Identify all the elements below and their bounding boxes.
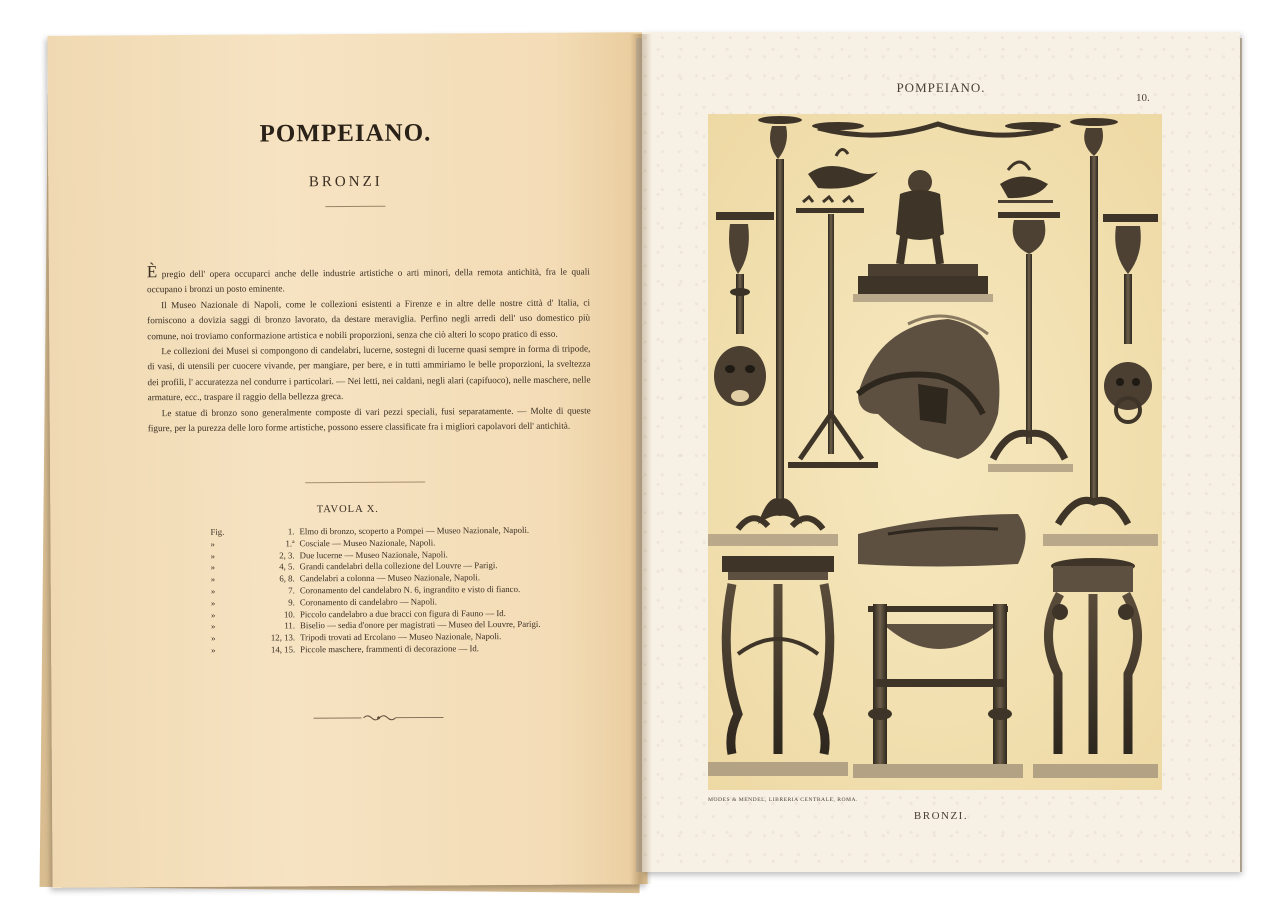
- figure-number: 11.: [284, 620, 296, 631]
- bronze-plate-illustration: [708, 114, 1162, 790]
- candelabrum-8: [1058, 118, 1128, 524]
- figure-caption: Biselio — sedia d'onore per magistrati — Museo del Louvre, Parigi.: [299, 619, 541, 631]
- figure-list-item: [211, 643, 541, 657]
- figure-mark: »: [210, 621, 216, 632]
- plate-number: 10.: [1136, 92, 1150, 104]
- figure-mark: »: [211, 632, 216, 644]
- figure-caption: Coronamento del candelabro N. 6, ingrandito e visto di fianco.: [299, 583, 521, 596]
- base-bottom-center: [853, 764, 1023, 778]
- figure-caption: Elmo di bronzo, scoperto a Pompei — Museo Nazionale, Napoli.: [299, 524, 530, 537]
- intro-paragraph-2: Il Museo Nazionale di Napoli, come le collezioni esistenti a Firenze e in altre delle nostre città d' Italia, ci forniscono a dovizia saggi di bronzo lavorato, da destare meraviglia. Perfino negli arredi dell' uso domestico più comune, noi troviamo conformazione artistica e nobili proporzioni, senza che ciò alteri lo scopo pratico di esso.: [147, 297, 591, 341]
- figure-mark: »: [211, 644, 216, 655]
- figure-number: 7.: [288, 585, 295, 596]
- figure-number: 4, 5.: [279, 561, 295, 572]
- lamp-3: [998, 162, 1053, 203]
- figure-caption: Cosciale — Museo Nazionale, Napoli.: [299, 537, 436, 549]
- candelabrum-crown-7: [716, 212, 774, 334]
- bisellium-11: [868, 604, 1012, 764]
- intro-paragraph-3: Le collezioni dei Musei si compongono di candelabri, lucerne, sostegni di lucerne quasi sempre in forma di tripode, di vasi, di utensili per cuocere vivande, per mangiare, per bere, e in tutti ammiriamo le belle proporzioni, la sveltezza dei profili, l' accuratezza nel condurre i particolari. — Nei letti, nei caldani, negli alari (capifuoco), nelle maschere, nelle armature, ecc., traspare il raggio della bellezza greca.: [147, 343, 591, 403]
- figure-number: 1.: [287, 526, 295, 537]
- page-subtitle: BRONZI: [308, 173, 383, 191]
- base-bottom-left: [708, 762, 848, 776]
- tripod-12: [722, 556, 834, 754]
- lamp-2: [808, 149, 878, 188]
- figure-number: 14, 15.: [270, 644, 296, 655]
- helmet-1: [858, 316, 999, 459]
- figure-list: [210, 525, 541, 657]
- figure-caption: Grandi candelabri della collezione del Louvre — Parigi.: [299, 560, 498, 572]
- book-spine: [630, 34, 652, 884]
- figure-number: 12, 13.: [270, 632, 296, 643]
- base-bottom-right: [1033, 764, 1158, 778]
- candelabrum-5: [988, 212, 1073, 472]
- tripod-13: [1048, 558, 1137, 754]
- figure-caption: Due lucerne — Museo Nazionale, Napoli.: [299, 548, 448, 560]
- intro-text: [146, 262, 591, 437]
- plate-header: POMPEIANO.: [896, 80, 986, 95]
- publisher-credit: MODES & MENDEL, LIBRERIA CENTRALE, ROMA.: [708, 797, 858, 803]
- figure-number: 6, 8.: [279, 573, 295, 584]
- tavola-divider: [305, 482, 425, 484]
- figure-mark: »: [210, 609, 216, 620]
- figure-number: 10.: [283, 608, 295, 619]
- figure-number: 1.ª: [285, 538, 295, 549]
- mask-14: [714, 346, 766, 406]
- figure-mark: »: [210, 562, 216, 573]
- figure-mark: Fig.: [210, 526, 225, 537]
- figure-caption: Candelabri a colonna — Museo Nazionale, Napoli.: [299, 572, 481, 584]
- title-divider: [325, 206, 385, 207]
- figure-caption: Piccole maschere, frammenti di decorazione — Id.: [300, 643, 479, 655]
- left-page: [47, 32, 647, 888]
- base-right: [1043, 534, 1158, 546]
- figure-number: 2, 3.: [279, 549, 295, 561]
- figure-caption: Piccolo candelabro a due bracci con figura di Fauno — Id.: [299, 607, 506, 619]
- figure-caption: Coronamento di candelabro — Napoli.: [299, 596, 437, 608]
- figure-mark: »: [210, 573, 216, 585]
- tavola-heading: TAVOLA X.: [316, 503, 379, 516]
- greave-1a: [858, 514, 1026, 567]
- figure-caption: Tripodi trovati ad Ercolano — Museo Nazionale, Napoli.: [300, 631, 502, 643]
- page-title: POMPEIANO.: [259, 119, 432, 148]
- plate-footer: BRONZI.: [913, 810, 969, 822]
- bronzes-drawing: [708, 114, 1162, 790]
- figure-mark: »: [210, 585, 216, 596]
- candelabrum-crown-9: [1103, 214, 1158, 344]
- mask-15: [1104, 362, 1152, 422]
- candelabrum-4: [788, 197, 878, 468]
- figure-mark: »: [210, 597, 216, 608]
- drop-cap: È: [146, 262, 158, 282]
- intro-paragraph-4: Le statue di bronzo sono generalmente composte di vari pezzi speciali, fusi separatamente. — Molte di queste figure, per la purezza delle loro forme artistiche, possono essere classificate fra i migliori capolavori dell' antichità.: [147, 405, 591, 434]
- intro-paragraph-1: [146, 262, 590, 299]
- figure-mark: »: [210, 550, 216, 561]
- intro-paragraph-1-text: pregio dell' opera occuparci anche delle industrie artistiche o arti minori, della remota antichità, fra le quali occupano i bronzi un posto eminente.: [146, 266, 590, 295]
- ornament-divider: [314, 713, 444, 722]
- base-left: [708, 534, 838, 546]
- figure-number: 9.: [288, 597, 295, 608]
- figure-mark: »: [210, 538, 215, 549]
